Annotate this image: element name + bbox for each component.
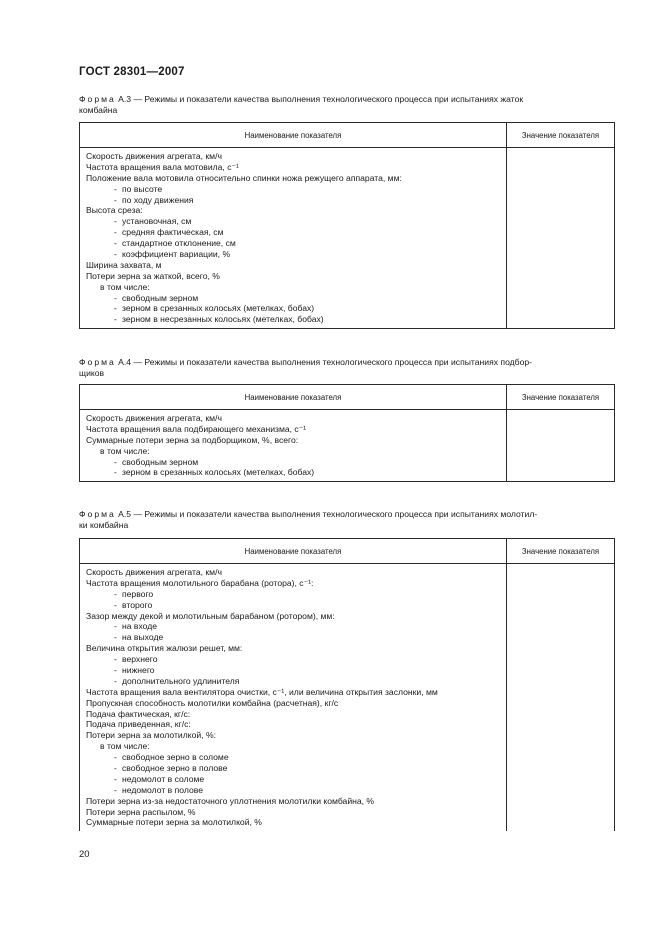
indicator-row bbox=[86, 676, 506, 687]
indicator-row bbox=[86, 665, 506, 676]
indicator-text: свободным зерном bbox=[122, 456, 199, 467]
indicator-text: свободное зерно в полове bbox=[122, 763, 228, 774]
indicator-row bbox=[86, 446, 506, 457]
indicator-row bbox=[86, 282, 506, 293]
indicator-text: зерном в срезанных колосьях (метелках, бобах) bbox=[122, 467, 315, 478]
column-header-name: Наименование показателя bbox=[80, 123, 507, 148]
form-a5-caption bbox=[79, 509, 615, 531]
list-dash: - bbox=[114, 665, 117, 676]
indicator-row bbox=[86, 611, 506, 622]
indicator-text: нижнего bbox=[122, 665, 155, 676]
indicator-text: по ходу движения bbox=[122, 194, 194, 205]
indicator-text: в том числе: bbox=[100, 445, 150, 456]
indicator-text: верхнего bbox=[122, 654, 158, 665]
indicator-row bbox=[86, 467, 506, 478]
caption-line1: А.3 — Режимы и показатели качества выполнения технологического процесса при испытаниях жаток bbox=[115, 94, 524, 104]
indicator-list-cell bbox=[80, 410, 507, 482]
form-word: Форма bbox=[79, 357, 116, 367]
indicator-text: коэффициент вариации, % bbox=[122, 249, 231, 260]
list-dash: - bbox=[114, 675, 117, 686]
indicator-row bbox=[86, 216, 506, 227]
indicator-text: свободным зерном bbox=[122, 292, 199, 303]
list-dash: - bbox=[114, 632, 117, 643]
indicator-text: Суммарные потери зерна за молотилкой, % bbox=[86, 817, 262, 828]
form-a4-caption bbox=[79, 357, 615, 379]
indicator-row bbox=[86, 654, 506, 665]
indicator-list-cell bbox=[80, 564, 507, 832]
list-dash: - bbox=[114, 621, 117, 632]
list-dash: - bbox=[114, 588, 117, 599]
indicator-row bbox=[86, 752, 506, 763]
caption-line2: щиков bbox=[79, 368, 105, 378]
column-header-name: Наименование показателя bbox=[80, 385, 507, 410]
list-dash: - bbox=[114, 216, 117, 227]
list-dash: - bbox=[114, 599, 117, 610]
value-cell bbox=[507, 148, 615, 329]
form-word: Форма bbox=[79, 94, 116, 104]
list-dash: - bbox=[114, 314, 117, 325]
form-a3-caption bbox=[79, 94, 615, 116]
indicator-text: Зазор между декой и молотильным барабаном (ротором), мм: bbox=[86, 610, 335, 621]
indicator-list-cell bbox=[80, 148, 507, 329]
indicator-text: Потери зерна из-за недостаточного уплотнения молотилки комбайна, % bbox=[86, 795, 375, 806]
indicator-row bbox=[86, 785, 506, 796]
indicator-row bbox=[86, 227, 506, 238]
indicator-row bbox=[86, 184, 506, 195]
indicator-row bbox=[86, 589, 506, 600]
indicator-row bbox=[86, 741, 506, 752]
indicator-text: Скорость движения агрегата, км/ч bbox=[86, 413, 222, 423]
indicator-text: Частота вращения вала вентилятора очистки, с⁻¹, или величина открытия заслонки, мм bbox=[86, 686, 438, 697]
indicator-text: на выходе bbox=[122, 632, 164, 643]
indicator-row bbox=[86, 774, 506, 785]
indicator-row bbox=[86, 807, 506, 818]
indicator-text: по высоте bbox=[122, 183, 163, 194]
indicator-text: недомолот в полове bbox=[122, 784, 203, 795]
indicator-row bbox=[86, 621, 506, 632]
indicator-row bbox=[86, 730, 506, 741]
indicator-row bbox=[86, 162, 506, 173]
list-dash: - bbox=[114, 238, 117, 249]
indicator-text: Потери зерна за молотилкой, %: bbox=[86, 730, 216, 741]
indicator-row bbox=[86, 424, 506, 435]
indicator-text: Величина открытия жалюзи решет, мм: bbox=[86, 643, 243, 654]
column-header-value: Значение показателя bbox=[507, 123, 615, 148]
list-dash: - bbox=[114, 456, 117, 467]
caption-line2: ки комбайна bbox=[79, 520, 129, 530]
indicator-text: Суммарные потери зерна за подборщиком, %, всего: bbox=[86, 434, 299, 445]
indicator-row bbox=[86, 151, 506, 162]
indicator-row bbox=[86, 303, 506, 314]
indicator-row bbox=[86, 195, 506, 206]
document-header: ГОСТ 28301—2007 bbox=[79, 66, 185, 78]
indicator-text: стандартное отклонение, см bbox=[122, 238, 236, 249]
list-dash: - bbox=[114, 784, 117, 795]
indicator-text: средняя фактическая, см bbox=[122, 227, 224, 238]
indicator-row bbox=[86, 698, 506, 709]
indicator-text: недомолот в соломе bbox=[122, 773, 205, 784]
caption-line2: комбайна bbox=[79, 105, 118, 115]
indicator-row bbox=[86, 238, 506, 249]
column-header-value: Значение показателя bbox=[507, 385, 615, 410]
indicator-row bbox=[86, 413, 506, 424]
form-word: Форма bbox=[79, 509, 116, 519]
indicator-row bbox=[86, 709, 506, 720]
indicator-row bbox=[86, 719, 506, 730]
column-header-value: Значение показателя bbox=[507, 539, 615, 564]
indicator-text: Положение вала мотовила относительно спинки ножа режущего аппарата, мм: bbox=[86, 172, 402, 183]
indicator-text: Потери зерна за жаткой, всего, % bbox=[86, 270, 220, 281]
indicator-text: зерном в несрезанных колосьях (метелках, бобах) bbox=[122, 314, 324, 325]
list-dash: - bbox=[114, 249, 117, 260]
indicator-text: Скорость движения агрегата, км/ч bbox=[86, 567, 222, 577]
indicator-row bbox=[86, 173, 506, 184]
column-header-name: Наименование показателя bbox=[80, 539, 507, 564]
form-a3-table bbox=[79, 122, 615, 329]
indicator-row bbox=[86, 260, 506, 271]
indicator-text: Подача фактическая, кг/с: bbox=[86, 708, 191, 719]
indicator-text: Высота среза: bbox=[86, 205, 143, 216]
list-dash: - bbox=[114, 763, 117, 774]
indicator-row bbox=[86, 687, 506, 698]
list-dash: - bbox=[114, 654, 117, 665]
indicator-text: Частота вращения вала мотовила, с⁻¹ bbox=[86, 161, 239, 172]
form-a5-table bbox=[79, 538, 615, 831]
list-dash: - bbox=[114, 194, 117, 205]
caption-line1: А.5 — Режимы и показатели качества выполнения технологического процесса при испытаниях молотил- bbox=[115, 509, 538, 519]
indicator-text: в том числе: bbox=[100, 281, 150, 292]
indicator-text: свободное зерно в соломе bbox=[122, 752, 229, 763]
indicator-text: Ширина захвата, м bbox=[86, 259, 162, 270]
indicator-text: в том числе: bbox=[100, 741, 150, 752]
indicator-row bbox=[86, 271, 506, 282]
indicator-text: Частота вращения вала подбирающего механизма, с⁻¹ bbox=[86, 423, 307, 434]
list-dash: - bbox=[114, 467, 117, 478]
indicator-text: установочная, см bbox=[122, 216, 192, 227]
indicator-row bbox=[86, 796, 506, 807]
indicator-row bbox=[86, 632, 506, 643]
indicator-text: зерном в срезанных колосьях (метелках, бобах) bbox=[122, 303, 315, 314]
value-cell bbox=[507, 564, 615, 832]
list-dash: - bbox=[114, 292, 117, 303]
indicator-row bbox=[86, 314, 506, 325]
indicator-row bbox=[86, 249, 506, 260]
indicator-text: Подача приведенная, кг/с: bbox=[86, 719, 191, 730]
indicator-row bbox=[86, 435, 506, 446]
indicator-text: Потери зерна распылом, % bbox=[86, 806, 196, 817]
caption-line1: А.4 — Режимы и показатели качества выполнения технологического процесса при испытаниях подбор- bbox=[115, 357, 533, 367]
indicator-row bbox=[86, 567, 506, 578]
list-dash: - bbox=[114, 773, 117, 784]
indicator-text: второго bbox=[122, 599, 153, 610]
indicator-row bbox=[86, 817, 506, 828]
indicator-text: дополнительного удлинителя bbox=[122, 675, 240, 686]
indicator-text: Пропускная способность молотилки комбайна (расчетная), кг/с bbox=[86, 697, 339, 708]
list-dash: - bbox=[114, 227, 117, 238]
indicator-row bbox=[86, 578, 506, 589]
form-a4-table bbox=[79, 384, 615, 482]
indicator-text: первого bbox=[122, 588, 154, 599]
list-dash: - bbox=[114, 303, 117, 314]
indicator-text: Скорость движения агрегата, км/ч bbox=[86, 151, 222, 161]
indicator-row bbox=[86, 457, 506, 468]
indicator-row bbox=[86, 293, 506, 304]
indicator-text: Частота вращения молотильного барабана (ротора), с⁻¹: bbox=[86, 577, 314, 588]
indicator-text: на входе bbox=[122, 621, 158, 632]
indicator-row bbox=[86, 763, 506, 774]
list-dash: - bbox=[114, 752, 117, 763]
page-number: 20 bbox=[79, 849, 90, 860]
list-dash: - bbox=[114, 183, 117, 194]
indicator-row bbox=[86, 600, 506, 611]
indicator-row bbox=[86, 643, 506, 654]
value-cell bbox=[507, 410, 615, 482]
indicator-row bbox=[86, 205, 506, 216]
